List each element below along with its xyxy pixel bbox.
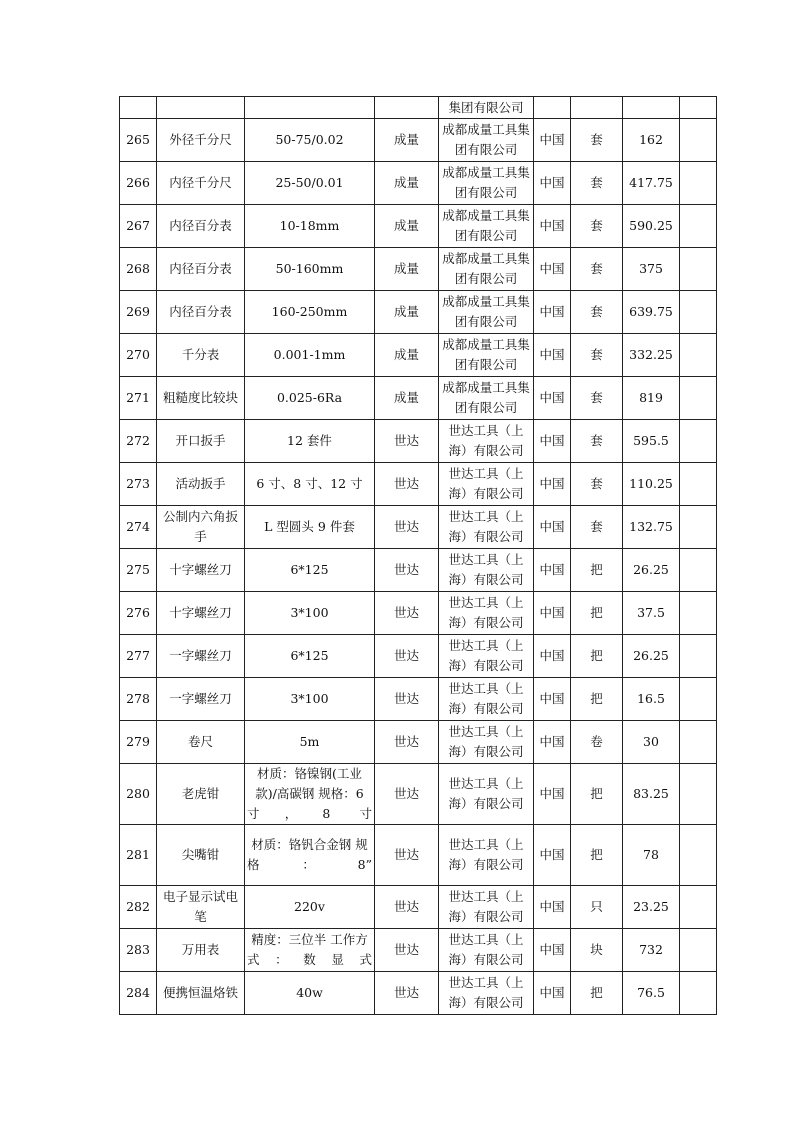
cell-unit: 把 bbox=[571, 592, 623, 635]
cell-brand: 成量 bbox=[375, 205, 439, 248]
cell-no: 266 bbox=[120, 162, 157, 205]
cell-manufacturer: 成都成量工具集团有限公司 bbox=[439, 377, 534, 420]
table-row bbox=[120, 764, 717, 825]
cell-spec: 10-18mm bbox=[245, 205, 375, 248]
table-row bbox=[120, 162, 717, 205]
cell-brand: 成量 bbox=[375, 248, 439, 291]
cell-manufacturer: 世达工具（上海）有限公司 bbox=[439, 549, 534, 592]
cell-price: 30 bbox=[623, 721, 680, 764]
cell-name: 尖嘴钳 bbox=[157, 825, 245, 886]
cell-manufacturer: 世达工具（上海）有限公司 bbox=[439, 721, 534, 764]
cell-no: 276 bbox=[120, 592, 157, 635]
table-row bbox=[120, 463, 717, 506]
cell-origin: 中国 bbox=[534, 972, 571, 1015]
cell-manufacturer: 成都成量工具集团有限公司 bbox=[439, 162, 534, 205]
cell-note bbox=[680, 377, 717, 420]
cell-unit: 把 bbox=[571, 972, 623, 1015]
cell-unit bbox=[571, 97, 623, 119]
cell-origin: 中国 bbox=[534, 506, 571, 549]
cell-no: 273 bbox=[120, 463, 157, 506]
cell-name: 卷尺 bbox=[157, 721, 245, 764]
table-row bbox=[120, 929, 717, 972]
cell-unit: 把 bbox=[571, 825, 623, 886]
cell-spec: 材质：铬钒合金钢 规格：8” bbox=[245, 825, 375, 886]
cell-note bbox=[680, 549, 717, 592]
cell-no bbox=[120, 97, 157, 119]
cell-spec: 0.001-1mm bbox=[245, 334, 375, 377]
cell-unit: 套 bbox=[571, 463, 623, 506]
table-row bbox=[120, 886, 717, 929]
cell-price: 76.5 bbox=[623, 972, 680, 1015]
cell-note bbox=[680, 929, 717, 972]
cell-unit: 套 bbox=[571, 506, 623, 549]
cell-name: 一字螺丝刀 bbox=[157, 635, 245, 678]
cell-brand: 世达 bbox=[375, 635, 439, 678]
cell-manufacturer: 成都成量工具集团有限公司 bbox=[439, 334, 534, 377]
cell-no: 271 bbox=[120, 377, 157, 420]
cell-manufacturer: 成都成量工具集团有限公司 bbox=[439, 119, 534, 162]
cell-note bbox=[680, 764, 717, 825]
cell-brand: 世达 bbox=[375, 764, 439, 825]
cell-spec: 220v bbox=[245, 886, 375, 929]
table-row bbox=[120, 825, 717, 886]
table-row-continued bbox=[120, 97, 717, 119]
cell-note bbox=[680, 205, 717, 248]
cell-manufacturer: 世达工具（上海）有限公司 bbox=[439, 929, 534, 972]
cell-no: 284 bbox=[120, 972, 157, 1015]
cell-manufacturer: 世达工具（上海）有限公司 bbox=[439, 825, 534, 886]
cell-manufacturer: 世达工具（上海）有限公司 bbox=[439, 635, 534, 678]
cell-unit: 把 bbox=[571, 678, 623, 721]
cell-origin: 中国 bbox=[534, 162, 571, 205]
cell-no: 269 bbox=[120, 291, 157, 334]
cell-origin: 中国 bbox=[534, 592, 571, 635]
cell-origin: 中国 bbox=[534, 764, 571, 825]
cell-spec bbox=[245, 97, 375, 119]
cell-brand: 世达 bbox=[375, 463, 439, 506]
cell-unit: 套 bbox=[571, 205, 623, 248]
cell-brand: 世达 bbox=[375, 678, 439, 721]
cell-note bbox=[680, 678, 717, 721]
cell-price: 595.5 bbox=[623, 420, 680, 463]
cell-origin: 中国 bbox=[534, 377, 571, 420]
cell-name: 公制内六角扳手 bbox=[157, 506, 245, 549]
cell-manufacturer: 世达工具（上海）有限公司 bbox=[439, 764, 534, 825]
cell-name: 内径百分表 bbox=[157, 248, 245, 291]
table-row bbox=[120, 549, 717, 592]
cell-spec: 50-160mm bbox=[245, 248, 375, 291]
cell-brand: 世达 bbox=[375, 929, 439, 972]
cell-spec: 3*100 bbox=[245, 678, 375, 721]
cell-note bbox=[680, 635, 717, 678]
cell-price: 16.5 bbox=[623, 678, 680, 721]
cell-price: 162 bbox=[623, 119, 680, 162]
cell-no: 265 bbox=[120, 119, 157, 162]
cell-name: 万用表 bbox=[157, 929, 245, 972]
cell-note bbox=[680, 291, 717, 334]
cell-manufacturer: 世达工具（上海）有限公司 bbox=[439, 506, 534, 549]
cell-note bbox=[680, 506, 717, 549]
cell-name: 活动扳手 bbox=[157, 463, 245, 506]
cell-no: 277 bbox=[120, 635, 157, 678]
table-row bbox=[120, 721, 717, 764]
cell-no: 272 bbox=[120, 420, 157, 463]
cell-unit: 只 bbox=[571, 886, 623, 929]
cell-price: 590.25 bbox=[623, 205, 680, 248]
cell-note bbox=[680, 119, 717, 162]
cell-manufacturer: 成都成量工具集团有限公司 bbox=[439, 205, 534, 248]
cell-brand: 世达 bbox=[375, 825, 439, 886]
cell-name: 粗糙度比较块 bbox=[157, 377, 245, 420]
cell-name: 内径百分表 bbox=[157, 291, 245, 334]
cell-brand: 世达 bbox=[375, 721, 439, 764]
cell-spec: 6 寸、8 寸、12 寸 bbox=[245, 463, 375, 506]
cell-origin: 中国 bbox=[534, 678, 571, 721]
cell-unit: 把 bbox=[571, 549, 623, 592]
cell-price: 132.75 bbox=[623, 506, 680, 549]
cell-note bbox=[680, 825, 717, 886]
cell-no: 274 bbox=[120, 506, 157, 549]
cell-note bbox=[680, 972, 717, 1015]
cell-no: 268 bbox=[120, 248, 157, 291]
cell-brand: 世达 bbox=[375, 886, 439, 929]
cell-no: 270 bbox=[120, 334, 157, 377]
table-row bbox=[120, 506, 717, 549]
cell-origin: 中国 bbox=[534, 463, 571, 506]
cell-name: 电子显示试电笔 bbox=[157, 886, 245, 929]
cell-price: 83.25 bbox=[623, 764, 680, 825]
cell-no: 280 bbox=[120, 764, 157, 825]
table-row bbox=[120, 972, 717, 1015]
cell-price: 819 bbox=[623, 377, 680, 420]
cell-price: 732 bbox=[623, 929, 680, 972]
cell-unit: 套 bbox=[571, 119, 623, 162]
cell-unit: 套 bbox=[571, 162, 623, 205]
table-row bbox=[120, 291, 717, 334]
table-row bbox=[120, 119, 717, 162]
cell-spec: 精度：三位半 工作方式：数显式 bbox=[245, 929, 375, 972]
cell-origin: 中国 bbox=[534, 721, 571, 764]
cell-brand: 世达 bbox=[375, 972, 439, 1015]
cell-brand: 成量 bbox=[375, 291, 439, 334]
cell-spec: L 型圆头 9 件套 bbox=[245, 506, 375, 549]
cell-price: 78 bbox=[623, 825, 680, 886]
cell-manufacturer: 成都成量工具集团有限公司 bbox=[439, 248, 534, 291]
cell-origin: 中国 bbox=[534, 886, 571, 929]
cell-origin bbox=[534, 97, 571, 119]
table-row bbox=[120, 635, 717, 678]
table-row bbox=[120, 248, 717, 291]
cell-unit: 套 bbox=[571, 420, 623, 463]
table-row bbox=[120, 592, 717, 635]
cell-note bbox=[680, 334, 717, 377]
cell-origin: 中国 bbox=[534, 119, 571, 162]
cell-name: 便携恒温烙铁 bbox=[157, 972, 245, 1015]
cell-origin: 中国 bbox=[534, 205, 571, 248]
cell-no: 275 bbox=[120, 549, 157, 592]
cell-brand bbox=[375, 97, 439, 119]
cell-manufacturer: 世达工具（上海）有限公司 bbox=[439, 420, 534, 463]
cell-brand: 成量 bbox=[375, 377, 439, 420]
cell-unit: 卷 bbox=[571, 721, 623, 764]
cell-spec: 6*125 bbox=[245, 635, 375, 678]
cell-spec: 25-50/0.01 bbox=[245, 162, 375, 205]
cell-price bbox=[623, 97, 680, 119]
cell-no: 267 bbox=[120, 205, 157, 248]
cell-note bbox=[680, 420, 717, 463]
cell-manufacturer: 世达工具（上海）有限公司 bbox=[439, 972, 534, 1015]
table-row bbox=[120, 678, 717, 721]
cell-price: 639.75 bbox=[623, 291, 680, 334]
cell-no: 278 bbox=[120, 678, 157, 721]
cell-spec: 0.025-6Ra bbox=[245, 377, 375, 420]
cell-origin: 中国 bbox=[534, 334, 571, 377]
cell-origin: 中国 bbox=[534, 420, 571, 463]
cell-brand: 世达 bbox=[375, 549, 439, 592]
cell-manufacturer: 集团有限公司 bbox=[439, 97, 534, 119]
cell-name: 一字螺丝刀 bbox=[157, 678, 245, 721]
cell-brand: 成量 bbox=[375, 119, 439, 162]
cell-price: 26.25 bbox=[623, 549, 680, 592]
cell-brand: 世达 bbox=[375, 592, 439, 635]
cell-unit: 套 bbox=[571, 291, 623, 334]
cell-no: 281 bbox=[120, 825, 157, 886]
cell-spec: 5m bbox=[245, 721, 375, 764]
cell-price: 332.25 bbox=[623, 334, 680, 377]
cell-manufacturer: 世达工具（上海）有限公司 bbox=[439, 678, 534, 721]
cell-manufacturer: 成都成量工具集团有限公司 bbox=[439, 291, 534, 334]
cell-name: 千分表 bbox=[157, 334, 245, 377]
cell-price: 23.25 bbox=[623, 886, 680, 929]
cell-name: 内径千分尺 bbox=[157, 162, 245, 205]
cell-spec: 6*125 bbox=[245, 549, 375, 592]
cell-unit: 套 bbox=[571, 248, 623, 291]
cell-note bbox=[680, 886, 717, 929]
cell-price: 37.5 bbox=[623, 592, 680, 635]
cell-no: 282 bbox=[120, 886, 157, 929]
cell-note bbox=[680, 592, 717, 635]
cell-no: 279 bbox=[120, 721, 157, 764]
cell-price: 110.25 bbox=[623, 463, 680, 506]
cell-name bbox=[157, 97, 245, 119]
cell-name: 老虎钳 bbox=[157, 764, 245, 825]
cell-origin: 中国 bbox=[534, 248, 571, 291]
cell-note bbox=[680, 721, 717, 764]
cell-name: 外径千分尺 bbox=[157, 119, 245, 162]
cell-name: 内径百分表 bbox=[157, 205, 245, 248]
cell-origin: 中国 bbox=[534, 549, 571, 592]
cell-origin: 中国 bbox=[534, 291, 571, 334]
cell-unit: 把 bbox=[571, 764, 623, 825]
cell-name: 十字螺丝刀 bbox=[157, 592, 245, 635]
cell-origin: 中国 bbox=[534, 635, 571, 678]
cell-unit: 套 bbox=[571, 334, 623, 377]
cell-unit: 套 bbox=[571, 377, 623, 420]
cell-spec: 材质：铬镍钢(工业款)/高碳钢 规格：6 寸，8 寸 bbox=[245, 764, 375, 825]
cell-manufacturer: 世达工具（上海）有限公司 bbox=[439, 463, 534, 506]
table-row bbox=[120, 377, 717, 420]
cell-price: 375 bbox=[623, 248, 680, 291]
cell-note bbox=[680, 162, 717, 205]
cell-origin: 中国 bbox=[534, 825, 571, 886]
table-row bbox=[120, 205, 717, 248]
cell-spec: 3*100 bbox=[245, 592, 375, 635]
cell-note bbox=[680, 97, 717, 119]
table-row bbox=[120, 420, 717, 463]
cell-name: 开口扳手 bbox=[157, 420, 245, 463]
cell-price: 417.75 bbox=[623, 162, 680, 205]
cell-spec: 40w bbox=[245, 972, 375, 1015]
cell-spec: 12 套件 bbox=[245, 420, 375, 463]
cell-note bbox=[680, 248, 717, 291]
cell-brand: 成量 bbox=[375, 162, 439, 205]
product-price-table bbox=[119, 96, 717, 1015]
cell-brand: 世达 bbox=[375, 420, 439, 463]
cell-note bbox=[680, 463, 717, 506]
cell-unit: 块 bbox=[571, 929, 623, 972]
cell-unit: 把 bbox=[571, 635, 623, 678]
cell-origin: 中国 bbox=[534, 929, 571, 972]
cell-manufacturer: 世达工具（上海）有限公司 bbox=[439, 886, 534, 929]
cell-brand: 成量 bbox=[375, 334, 439, 377]
cell-manufacturer: 世达工具（上海）有限公司 bbox=[439, 592, 534, 635]
cell-name: 十字螺丝刀 bbox=[157, 549, 245, 592]
cell-spec: 50-75/0.02 bbox=[245, 119, 375, 162]
cell-price: 26.25 bbox=[623, 635, 680, 678]
cell-no: 283 bbox=[120, 929, 157, 972]
table-row bbox=[120, 334, 717, 377]
cell-spec: 160-250mm bbox=[245, 291, 375, 334]
cell-brand: 世达 bbox=[375, 506, 439, 549]
